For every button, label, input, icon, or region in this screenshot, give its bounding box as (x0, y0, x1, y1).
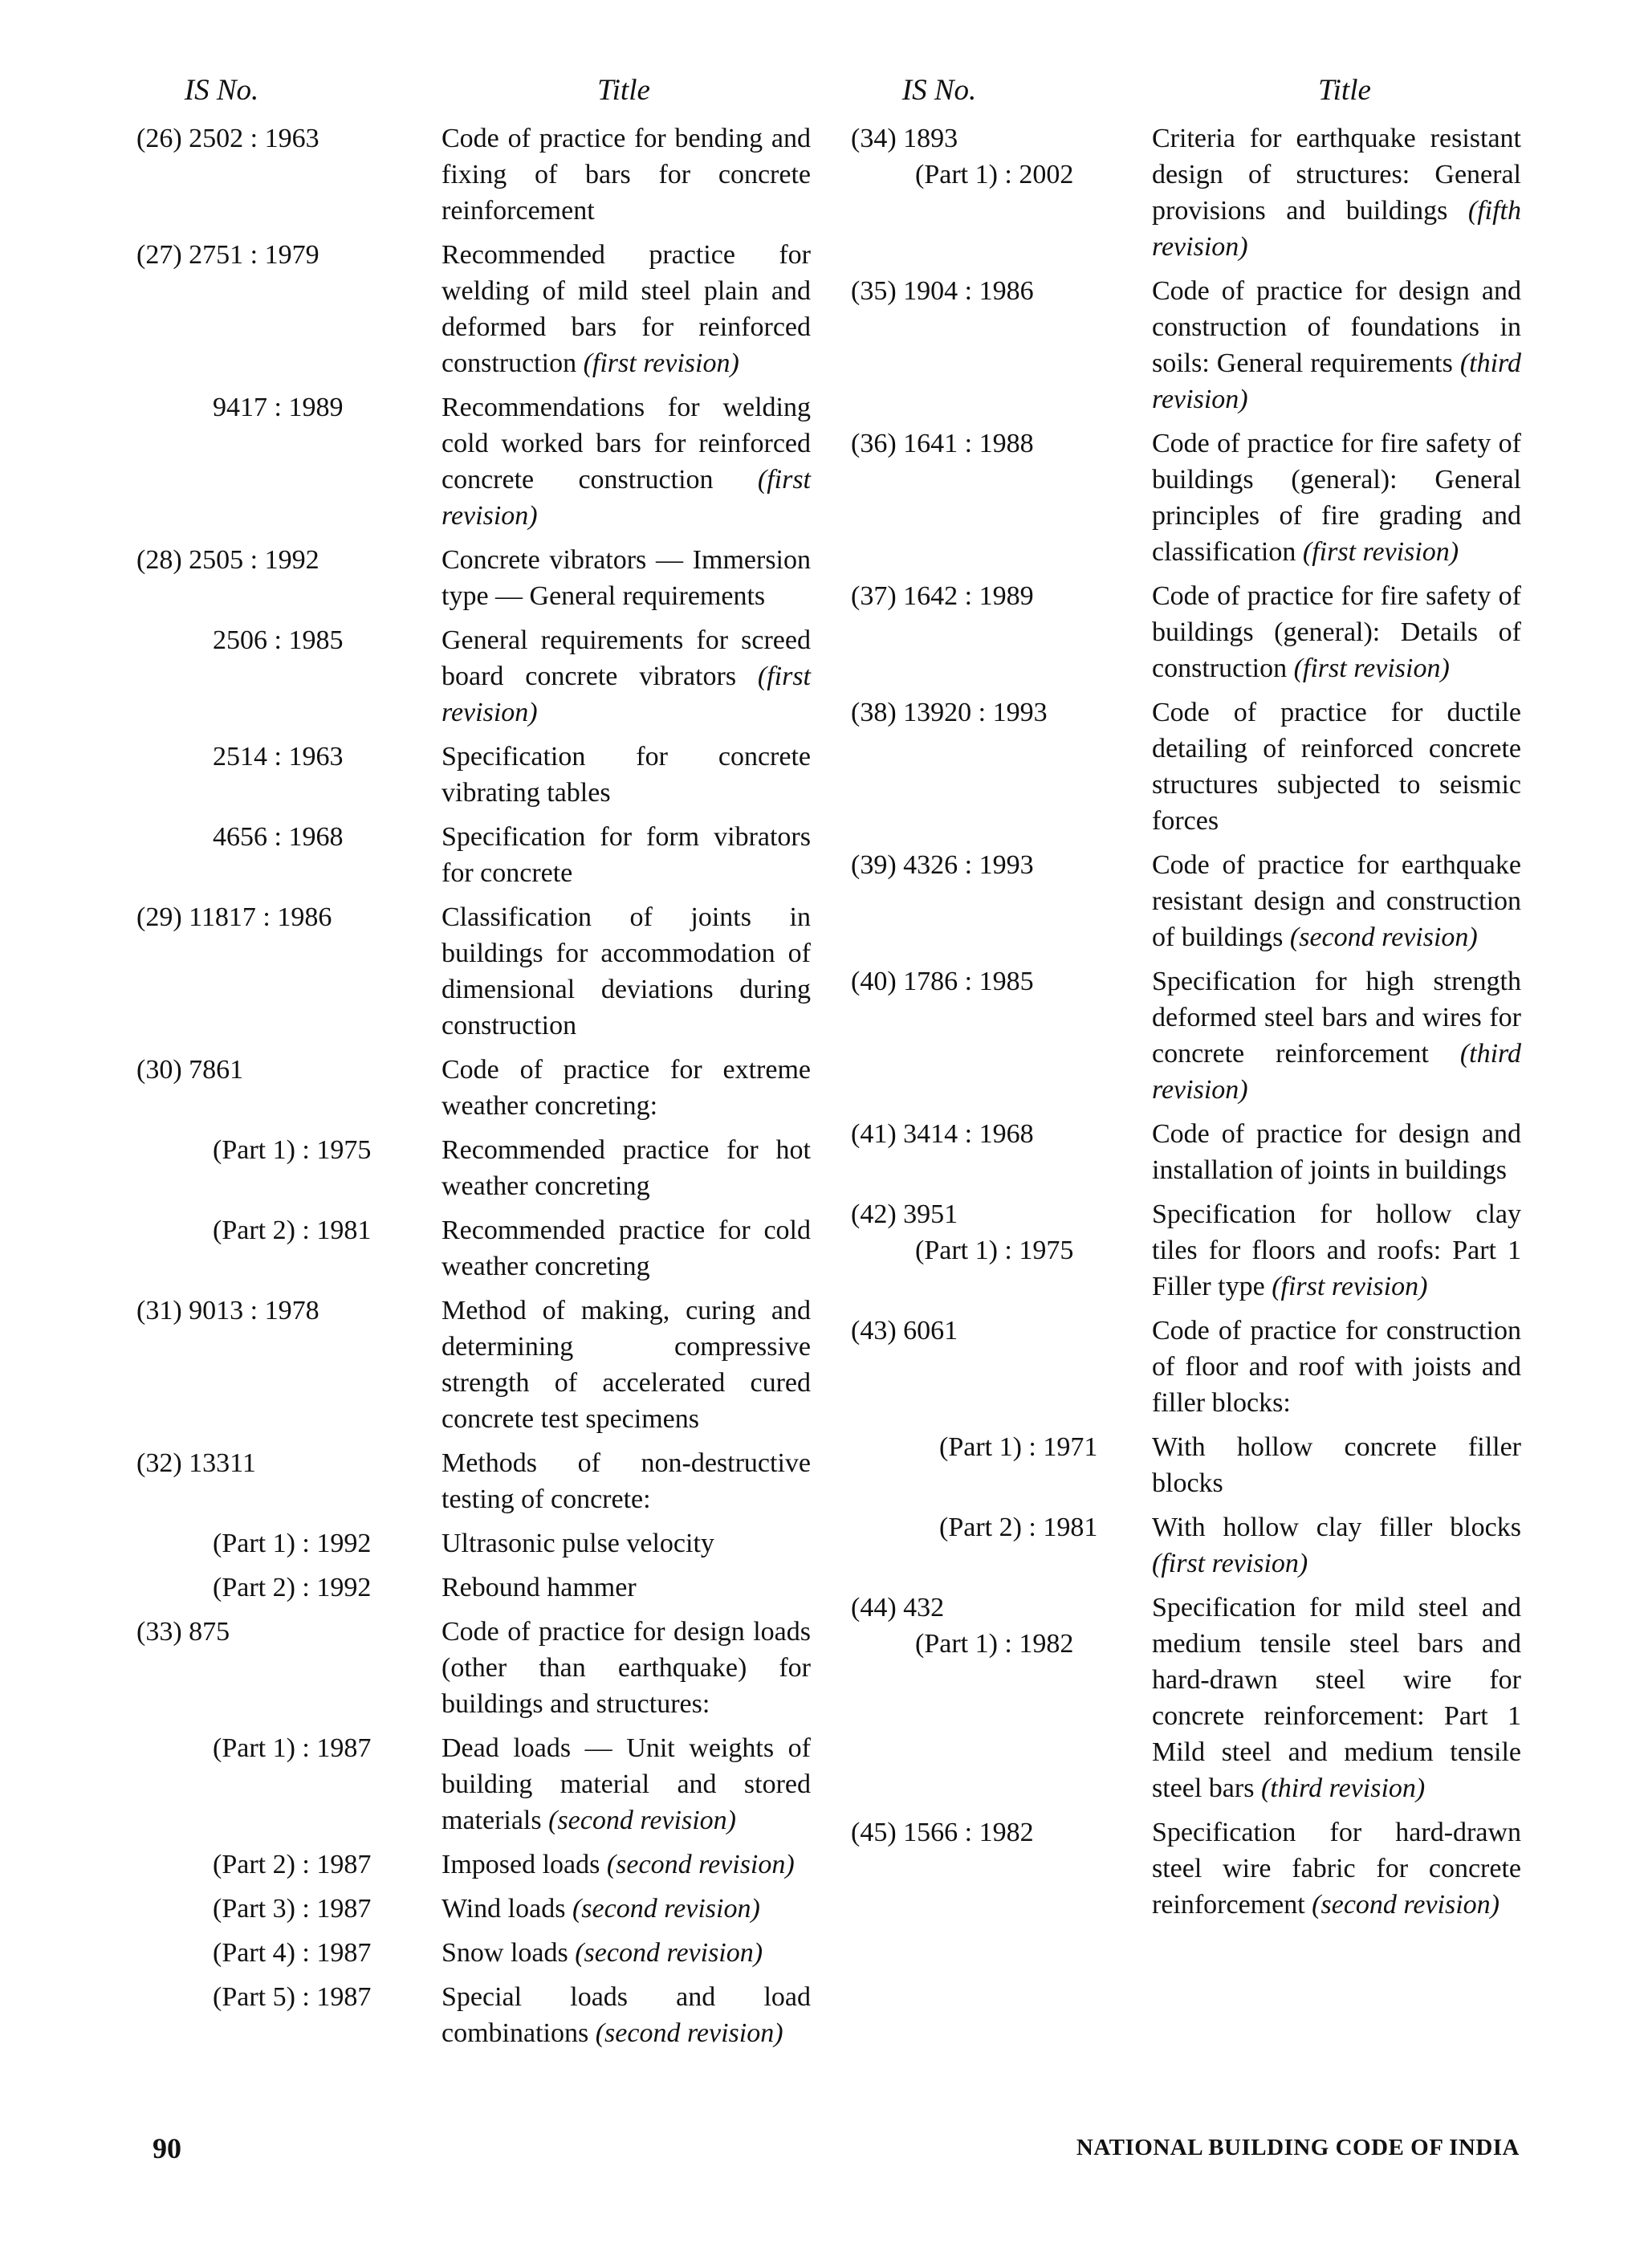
standard-entry (136, 1979, 827, 2051)
standard-entry (136, 739, 827, 811)
standard-title (442, 739, 811, 811)
standard-title (442, 1293, 811, 1437)
is-number: 4656 : 1968 (213, 822, 344, 852)
title-text: Code of practice for fire safety of buildings (general): Details of construction (1152, 581, 1521, 683)
standard-entry (851, 1196, 1541, 1305)
title-text: Specification for hard-drawn steel wire fabric for concrete reinforcement (1152, 1818, 1521, 1920)
standard-title (442, 622, 811, 731)
standard-title (442, 1614, 811, 1722)
is-number: (44) 432 (Part 1) : 1982 (851, 1593, 1074, 1659)
standard-entry (136, 1445, 827, 1517)
left-column (136, 72, 827, 2059)
standard-title (1152, 1509, 1521, 1582)
title-text: Rebound hammer (442, 1573, 637, 1602)
title-text: Recommended practice for hot weather concreting (442, 1135, 811, 1201)
is-number: (Part 3) : 1987 (213, 1894, 372, 1924)
revision-note: (fifth revision) (1152, 196, 1521, 262)
title-text: Methods of non-destructive testing of concrete: (442, 1448, 811, 1514)
title-text: Recommended practice for welding of mild steel plain and deformed bars for reinforced construction (442, 240, 811, 378)
standard-title (1152, 1590, 1521, 1806)
standard-title (1152, 578, 1521, 686)
revision-note: (second revision) (606, 1850, 795, 1879)
standard-title (442, 1979, 811, 2051)
standard-entry (851, 1590, 1541, 1806)
title-text: Code of practice for design and installation of joints in buildings (1152, 1119, 1521, 1185)
standard-entry (851, 426, 1541, 570)
revision-note: (third revision) (1152, 1039, 1521, 1105)
standard-entry (136, 819, 827, 891)
is-number: (34) 1893 (Part 1) : 2002 (851, 124, 1074, 189)
standard-entry (136, 1570, 827, 1606)
standard-entry (136, 542, 827, 614)
standard-entry (851, 1509, 1541, 1582)
title-text: Code of practice for ductile detailing of reinforced concrete structures subjected to seismic forces (1152, 698, 1521, 836)
standard-title (1152, 847, 1521, 955)
standard-title (1152, 1116, 1521, 1188)
standard-title (442, 120, 811, 229)
standard-entry (851, 1814, 1541, 1923)
is-number: (Part 2) : 1992 (213, 1573, 372, 1602)
is-number: (31) 9013 : 1978 (136, 1296, 319, 1325)
is-number: (26) 2502 : 1963 (136, 124, 319, 153)
is-number: (Part 1) : 1975 (213, 1135, 372, 1165)
standard-entry (851, 694, 1541, 839)
is-number: (28) 2505 : 1992 (136, 545, 319, 575)
standard-entry (851, 578, 1541, 686)
standard-entry (136, 1847, 827, 1883)
is-number: (Part 2) : 1981 (939, 1513, 1098, 1542)
is-number: (Part 2) : 1987 (213, 1850, 372, 1879)
standard-title (442, 1132, 811, 1204)
is-number: (29) 11817 : 1986 (136, 902, 332, 932)
standard-title (442, 1730, 811, 1838)
title-text: Recommendations for welding cold worked bars for reinforced concrete construction (442, 393, 811, 495)
is-number: 2506 : 1985 (213, 625, 344, 655)
revision-note: (second revision) (572, 1894, 760, 1924)
title-text: Criteria for earthquake resistant design of structures: General provisions and buildings (1152, 124, 1521, 226)
title-text: With hollow concrete filler blocks (1152, 1432, 1521, 1498)
standard-title (442, 1570, 811, 1606)
title-text: Concrete vibrators — Immersion type — General requirements (442, 545, 811, 611)
right-column (851, 72, 1541, 1931)
revision-note: (first revision) (1293, 654, 1450, 683)
is-number: (Part 1) : 1987 (213, 1733, 372, 1763)
is-number: (33) 875 (136, 1617, 230, 1647)
title-text: Code of practice for bending and fixing of bars for concrete reinforcement (442, 124, 811, 226)
is-number: (30) 7861 (136, 1055, 244, 1085)
standard-title (1152, 273, 1521, 417)
standard-entry (851, 963, 1541, 1108)
standard-title (1152, 694, 1521, 839)
is-number: (42) 3951 (Part 1) : 1975 (851, 1199, 1074, 1265)
page-number: 90 (153, 2132, 181, 2164)
standard-entry (136, 1293, 827, 1437)
standard-title (442, 1847, 811, 1883)
revision-note: (first revision) (442, 662, 811, 727)
is-number: (40) 1786 : 1985 (851, 967, 1034, 996)
title-column-heading: Title (597, 74, 650, 107)
standard-entry (136, 622, 827, 731)
title-text: Specification for concrete vibrating tables (442, 742, 811, 808)
standard-title (442, 899, 811, 1044)
standard-title (442, 1525, 811, 1562)
title-text: Recommended practice for cold weather concreting (442, 1215, 811, 1281)
title-text: Code of practice for construction of floor and roof with joists and filler blocks: (1152, 1316, 1521, 1418)
standard-title (442, 1052, 811, 1124)
standard-title (442, 1891, 811, 1927)
standard-entry (136, 389, 827, 534)
standard-entry (851, 1313, 1541, 1421)
standard-entry (851, 1429, 1541, 1501)
is-number: (36) 1641 : 1988 (851, 429, 1034, 458)
is-number: 9417 : 1989 (213, 393, 344, 422)
revision-note: (first revision) (442, 465, 811, 531)
is-number: (32) 13311 (136, 1448, 256, 1478)
is-number: (38) 13920 : 1993 (851, 698, 1048, 727)
is-number: (Part 2) : 1981 (213, 1215, 372, 1245)
title-text: Code of practice for fire safety of buildings (general): General principles of fire grading and classification (1152, 429, 1521, 567)
revision-note: (second revision) (1312, 1890, 1500, 1920)
standard-title (442, 1212, 811, 1285)
page-footer (0, 2132, 1644, 2172)
is-number: (41) 3414 : 1968 (851, 1119, 1034, 1149)
standard-title (442, 1445, 811, 1517)
left-column-header (136, 72, 827, 120)
standard-title (442, 819, 811, 891)
title-text: Classification of joints in buildings for accommodation of dimensional deviations during construction (442, 902, 811, 1040)
running-title: NATIONAL BUILDING CODE OF INDIA (1076, 2135, 1520, 2160)
standard-entry (136, 1052, 827, 1124)
right-standards-list (851, 120, 1541, 1923)
title-text: Specification for mild steel and medium tensile steel bars and hard-drawn steel wire for concrete reinforcement: Part 1 Mild steel and medium tensile steel bars (1152, 1593, 1521, 1803)
standard-title (1152, 120, 1521, 265)
left-standards-list (136, 120, 827, 2051)
is-number: (43) 6061 (851, 1316, 958, 1346)
title-column-heading: Title (1318, 74, 1371, 107)
title-text: Code of practice for earthquake resistant design and construction of buildings (1152, 850, 1521, 952)
revision-note: (first revision) (1302, 537, 1459, 567)
title-text: Specification for hollow clay tiles for floors and roofs: Part 1 Filler type (1152, 1199, 1521, 1301)
standard-entry (851, 273, 1541, 417)
revision-note: (second revision) (548, 1806, 736, 1835)
isno-column-heading: IS No. (184, 74, 259, 107)
standard-title (1152, 1814, 1521, 1923)
standard-entry (136, 1935, 827, 1971)
standard-entry (136, 1132, 827, 1204)
is-number: (Part 1) : 1992 (213, 1529, 372, 1558)
title-text: Specification for form vibrators for concrete (442, 822, 811, 888)
standard-entry (136, 1525, 827, 1562)
is-number: (Part 4) : 1987 (213, 1938, 372, 1968)
title-text: With hollow clay filler blocks (1152, 1513, 1521, 1542)
standard-entry (136, 120, 827, 229)
is-number: (45) 1566 : 1982 (851, 1818, 1034, 1847)
is-number: 2514 : 1963 (213, 742, 344, 772)
title-text: Specification for high strength deformed steel bars and wires for concrete reinforcement (1152, 967, 1521, 1069)
standard-entry (136, 1212, 827, 1285)
title-text: Imposed loads (442, 1850, 607, 1879)
title-text: Dead loads — Unit weights of building material and stored materials (442, 1733, 811, 1835)
standard-title (1152, 1196, 1521, 1305)
is-number: (Part 1) : 1971 (939, 1432, 1098, 1462)
title-text: General requirements for screed board concrete vibrators (442, 625, 811, 691)
standard-entry (851, 120, 1541, 265)
right-column-header (851, 72, 1541, 120)
is-number: (Part 5) : 1987 (213, 1982, 372, 2012)
standard-entry (136, 899, 827, 1044)
revision-note: (first revision) (1272, 1272, 1428, 1301)
is-number: (39) 4326 : 1993 (851, 850, 1034, 880)
is-number: (37) 1642 : 1989 (851, 581, 1034, 611)
title-text: Snow loads (442, 1938, 576, 1968)
standard-entry (851, 1116, 1541, 1188)
is-number: (27) 2751 : 1979 (136, 240, 319, 270)
standard-entry (851, 847, 1541, 955)
standard-title (442, 237, 811, 381)
standard-entry (136, 1614, 827, 1722)
standard-entry (136, 237, 827, 381)
title-text: Code of practice for design loads (other than earthquake) for buildings and structures: (442, 1617, 811, 1719)
standard-title (442, 389, 811, 534)
title-text: Method of making, curing and determining compressive strength of accelerated cured concrete test specimens (442, 1296, 811, 1434)
title-text: Wind loads (442, 1894, 572, 1924)
standard-title (1152, 426, 1521, 570)
standard-entry (136, 1891, 827, 1927)
is-number: (35) 1904 : 1986 (851, 276, 1034, 306)
standard-title (1152, 963, 1521, 1108)
title-text: Code of practice for extreme weather concreting: (442, 1055, 811, 1121)
title-text: Ultrasonic pulse velocity (442, 1529, 714, 1558)
title-text: Special loads and load combinations (442, 1982, 811, 2048)
revision-note: (second revision) (595, 2018, 783, 2048)
standard-title (442, 542, 811, 614)
revision-note: (third revision) (1152, 348, 1521, 414)
revision-note: (first revision) (1152, 1549, 1308, 1578)
standard-title (442, 1935, 811, 1971)
standard-title (1152, 1429, 1521, 1501)
isno-column-heading: IS No. (901, 74, 977, 107)
revision-note: (third revision) (1260, 1773, 1426, 1803)
revision-note: (second revision) (575, 1938, 763, 1968)
revision-note: (second revision) (1289, 922, 1478, 952)
revision-note: (first revision) (583, 348, 739, 378)
title-text: Code of practice for design and construction of foundations in soils: General requirements (1152, 276, 1521, 378)
standard-entry (136, 1730, 827, 1838)
standard-title (1152, 1313, 1521, 1421)
